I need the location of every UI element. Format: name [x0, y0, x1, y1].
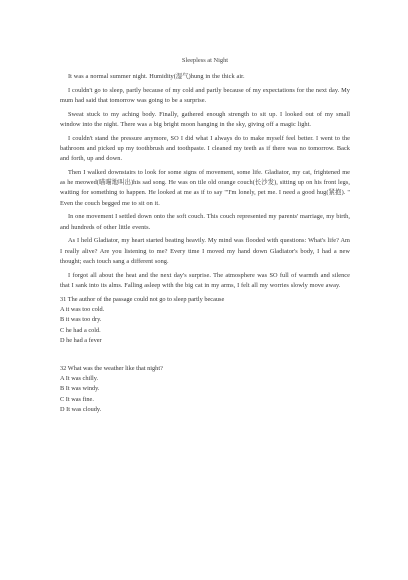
paragraph: As I held Gladiator, my heart started beating heavily. My mind was flooded with questions: What's life? Am I really alive? Are you listening to me? Every time I moved my hand down Gladiator's body, I had a new thought; each touch sang a different song.: [60, 237, 350, 265]
answer-option: D It was cloudy.: [60, 406, 102, 414]
paragraph: I couldn't go to sleep, partly because of my cold and partly because of my expectations for the next day. My mum had said that tomorrow was going to be a surprise.: [60, 86, 350, 104]
answer-option: C It was fine.: [60, 395, 94, 403]
spacer: [60, 347, 350, 361]
document-title: Sleepless at Night: [181, 57, 229, 64]
paragraph: It was a normal summer night. Humidity(湿气)hung in the thick air.: [68, 73, 245, 80]
answer-option: B It was windy.: [60, 385, 100, 393]
answer-option: C he had a cold.: [60, 326, 101, 334]
answer-option: A It was chilly.: [60, 375, 99, 383]
paragraph: I couldn't stand the pressure anymore, SO I did what I always do to make myself feel better. I went to the bathroom and picked up my toothbrush and toothpaste. I cleaned my teeth as if there was no tomorrow. Back and forth, up and down.: [60, 134, 350, 163]
paragraph: Sweat stuck to my aching body. Finally, gathered enough strength to sit up. I looked out of my small window into the night. There was a big bright moon hanging in the sky, giving off a magic light.: [60, 110, 350, 128]
question-prompt: 32 What was the weather like that night?: [60, 364, 163, 372]
question-prompt: 31 The author of the passage could not go to sleep partly because: [60, 295, 225, 303]
question-32: [60, 364, 350, 416]
paragraph: In one movement I settled down onto the soft couch. This couch represented my parents' marriage, my birth, and hundreds of other little events.: [60, 213, 350, 231]
paragraph: I forgot all about the heat and the next day's surprise. The atmosphere was SO full of warmth and silence that I sank into its alms. Falling asleep with the big cat in my arms, I felt all my worries slowly move away.: [60, 271, 350, 289]
question-31: [60, 295, 350, 347]
paragraph: Then I walked downstairs to look for some signs of movement, some life. Gladiator, my cat, frightened me as he meowed(喵喵地叫出)his sad song. He was on tile old orange couch(长沙发), sitting up on his front legs, waiting for something to happen. He looked at me as if to say "'I'm lonely, pet me. I need a good hug(紧抱). " Even the couch begged me to sit on it.: [60, 169, 350, 207]
answer-option: D he had a fever: [60, 337, 102, 345]
answer-option: A it was too cold.: [60, 306, 105, 314]
answer-option: B it was too dry.: [60, 316, 102, 324]
